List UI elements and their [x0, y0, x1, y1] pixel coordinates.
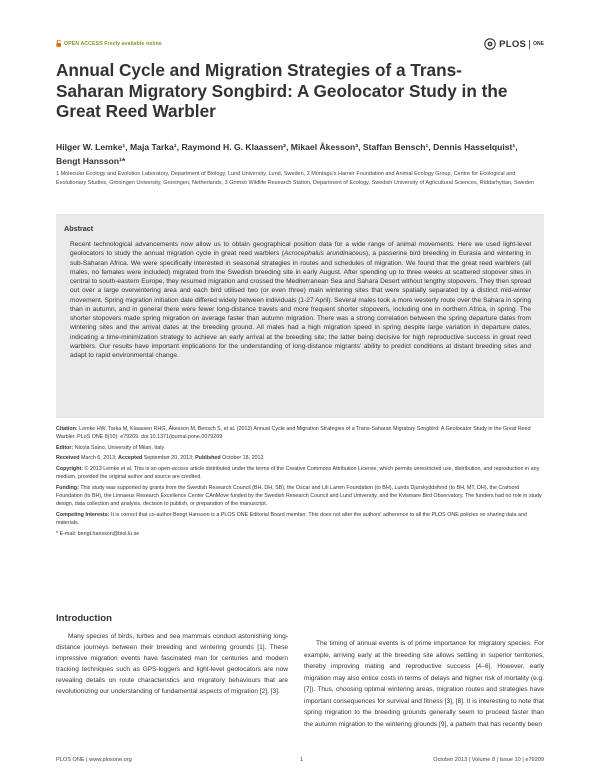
page-number: 1	[300, 757, 304, 763]
paragraph: Many species of birds, turtles and sea mammals conduct astonishing long-distance journeys between their breeding and wintering grounds [1]. These impressive migration events have fascinated man for centuries and modern tracking techniques such as GPS-loggers and light-level geolocators are now revealing details on route characteristics and migratory behaviours that are revolutionizing our understanding of fundamental aspects of migration [2], [3].	[56, 633, 288, 696]
open-lock-icon	[56, 40, 62, 47]
citation: Citation: Lemke HW, Tarka M, Klaassen RHG, Åkesson M, Bensch S, et al. (2013) Annual Cycle and Migration Strategies of a Trans-Saharan Migratory Songbird: A Geolocator Study in the Great Reed Warbler. PLoS ONE 8(10): e79209. doi:10.1371/journal.pone.0079209	[56, 426, 531, 441]
author-list: Hilger W. Lemke¹, Maja Tarka¹, Raymond H. G. Klaassen², Mikael Åkesson³, Staffan Bensch¹, Dennis Hasselquist¹, Bengt Hansson¹*	[56, 142, 518, 166]
affiliations: 1 Molecular Ecology and Evolution Laboratory, Department of Biology, Lund University, Lund, Sweden, 2 Montagu's Harrier Foundation and Animal Ecology Group, Centre for Ecological and Evolutionary Studies, Groningen University, Groningen, Netherlands, 3 Grimsö Wildlife Research Station, Department of Ecology, Swedish University of Agricultural Sciences, Riddarhyttan, Sweden	[56, 171, 534, 186]
species-name: Acrocephalus arundinaceus	[283, 250, 366, 258]
abstract-text-part-1: Recent technological advancements now allow us to obtain geographical position data for a wide range of animal movements. Here we used light-level geolocators to study the annual migration cycle in great reed warblers (	[70, 241, 531, 258]
open-access-badge	[56, 40, 162, 47]
abstract-text	[70, 240, 531, 360]
body-column-left	[56, 613, 288, 697]
journal-url: PLOS ONE | www.plosone.org	[56, 757, 132, 763]
dates: Received March 6, 2013; Accepted September 20, 2013; Published October 18, 2013	[56, 455, 264, 462]
copyright: Copyright: © 2013 Lemke et al. This is an open-access article distributed under the terms of the Creative Commons Attribution License, which permits unrestricted use, distribution, and reproduction in any medium, provided the original author and source are credited.	[56, 465, 540, 481]
article-metadata	[56, 425, 544, 540]
corresponding-email: * E-mail: bengt.hansson@biol.lu.se	[56, 530, 140, 537]
article-title: Annual Cycle and Migration Strategies of a Trans-Saharan Migratory Songbird: A Geolocator Study in the Great Reed Warbler	[56, 60, 508, 121]
journal-sub: ONE	[533, 41, 544, 47]
funding: Funding: This study was supported by grants from the Swedish Research Council (BH, DH, SB), the Oscar and Lili Lamm Foundation (to BH), Lunds Djurskyddsfond (to BH, MT, DH), the Crafoord Foundation (to BH), the Linnaeus Research Excellence Center CAnMove funded by the Swedish Research Council and Lund University, and the Kvismare Bird Observatory. The funders had no role in study design, data collection and analysis, decision to publish, or preparation of the manuscript.	[56, 484, 542, 508]
issue-info: October 2013 | Volume 8 | Issue 10 | e79209	[433, 757, 544, 763]
page-header	[56, 39, 544, 51]
journal-name: PLOS	[499, 38, 527, 50]
abstract-text-part-2: ), a passerine bird breeding in Eurasia and wintering in sub-Saharan Africa. We were specifically interested in seasonal strategies in routes and schedules of migration. We found that the great reed warblers (all males, no females were included) migrated from the Swedish breeding site in early August. After spending up to three weeks at scattered stopover sites in central to south-eastern Europe, they resumed migration and crossed the Mediterranean Sea and Sahara Desert without lengthy stopovers. They then spread out over a large overwintering area and each bird utilised two (or even three) main wintering sites that were spatially separated by a distinct mid-winter movement. Spring migration initiation date differed widely between individuals (1-27 April). Several males took a more westerly route over the Sahara in spring than in autumn, and in general there were fewer long-distance travels and more frequent shorter stopovers, including one in northern Africa, in spring. The shorter stopovers made spring migration on average faster than autumn migration. There was a strong correlation between the spring departure dates from wintering sites and the arrival dates at the breeding ground. All males had a high migration speed in spring despite large variation in departure dates, indicating a time-minimization strategy to achieve an early arrival at the breeding site; the latter being decisive for high reproductive success in great reed warblers. Our results have important implications for the understanding of long-distance migrants' ability to predict conditions at distant breeding sites and adapt to rapid environmental change.	[70, 250, 531, 359]
editor: Editor: Nicola Saino, University of Milan, Italy	[56, 444, 165, 451]
plos-logo-icon	[484, 38, 496, 50]
body-column-right	[304, 638, 544, 730]
journal-logo	[484, 38, 544, 50]
competing-interests: Competing Interests: It is correct that co-author Bengt Hansson is a PLOS ONE Editorial Board member. This does not alter the authors' adherence to all the PLOS ONE policies on sharing data and materials.	[56, 511, 527, 526]
abstract-box	[56, 214, 544, 418]
paragraph: The timing of annual events is of prime importance for migratory species. For example, arriving early at the breeding site allows settling in superior territories, thereby improving mating and reproductive success [4–6]. However, early migration may also entice costs in terms of delays and higher risk of mortality (e.g. [7]). Thus, choosing optimal wintering areas, migration routes and strategies have important consequences for survival and fitness [3], [8]. It is interesting to note that spring migration to the breeding grounds generally seem to proceed faster than the autumn migration to the wintering grounds [9], a pattern that has recently been	[304, 640, 544, 728]
logo-divider	[529, 40, 530, 49]
open-access-text: OPEN ACCESS Freely available online	[64, 40, 162, 47]
section-heading: Introduction	[56, 613, 112, 624]
abstract-heading: Abstract	[64, 224, 94, 233]
